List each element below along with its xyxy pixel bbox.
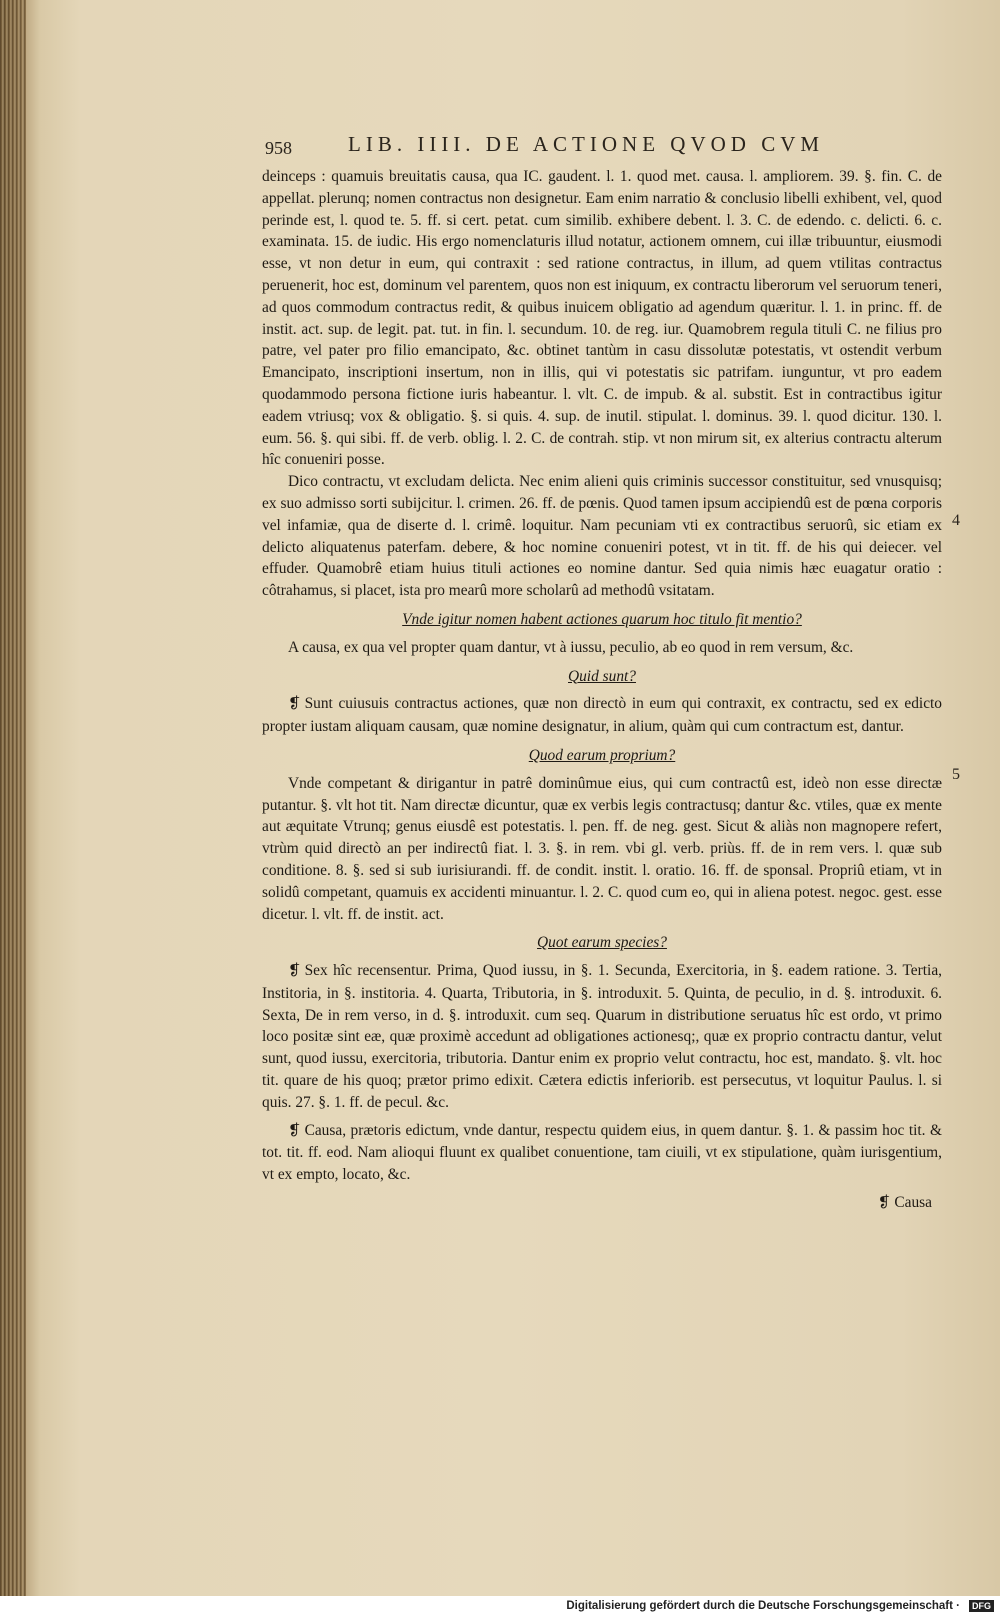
paragraph: Dico contractu, vt excludam delicta. Nec enim alieni quis criminis successor constituitur, sed vnusquisq; ex suo admisso sorti subijcitur. l. crimen. 26. ff. de pœnis. Quod tamen ipsum accipiendû est de pœna corporis vel infamiæ, qua de diserte d. l. crimê. loquitur. Nam pecuniam vti ex contractibus seruorû, sic etiam ex delicto aliquatenus paterfam. debere, & hoc nomine conueniri potest, vt in tit. ff. de his qui deiecer. vel effuder. Quamobrê etiam huius tituli actiones eo nomine dantur. Sed quia nimis hæc euagatur oratio : côtrahamus, si placet, ista pro mearû more scholarû ad methodû vsitatam.: [262, 473, 942, 600]
pilcrow-icon: ❡: [288, 963, 301, 980]
pilcrow-icon: ❡: [877, 1195, 891, 1212]
catchword: ❡ Causa: [877, 1194, 932, 1212]
pilcrow-icon: ❡: [288, 696, 301, 713]
question-heading: Quod earum proprium?: [528, 746, 676, 764]
paragraph: ❡ Sunt cuiusuis contractus actiones, quæ non directò in eum qui contraxit, ex contractu, sed ex edicto propter iustam aliquam causam, quæ nomine designatur, in alium, quàm qui cum contractum est, dantur.: [262, 695, 942, 736]
page-number: 958: [265, 138, 292, 158]
answer-paragraph: A causa, ex qua vel propter quam dantur, vt à iussu, peculio, ab eo quod in rem versum, &c.: [288, 638, 854, 656]
paragraph: ❡ Sex hîc recensentur. Prima, Quod iussu, in §. 1. Secunda, Exercitoria, in §. eadem ratione. 3. Tertia, Institoria, in §. institoria. 4. Quarta, Tributoria, in §. introduxit. 5. Quinta, de peculio, in d. §. introduxit. 6. Sexta, De in rem verso, in d. §. introduxit. cum seq. Quarum in distributione seruatus hîc est ordo, vt primo loco positæ sint eæ, quæ proximè accedunt ad obligationes actionesq;, quæ ex proprio contractu dantur, velut sunt, quod iussu, exercitoria, tributoria. Dantur enim ex proprio velut contractu, hoc est, mandato. §. vlt. hoc tit. quare de his quoq; prætor primo edixit. Cætera edictis inferiorib. est persecutus, vt loquitur Paulus. l. si quis. 27. §. 1. ff. de pecul. &c.: [262, 962, 942, 1111]
footer-credit: Digitalisierung gefördert durch die Deutsche Forschungsgemeinschaft ·: [566, 1600, 960, 1612]
running-title: LIB. IIII. DE ACTIONE QVOD CVM: [348, 132, 825, 156]
paragraph: Vnde competant & dirigantur in patrê dominûmue eius, qui cum contractû est, ideò non esse directæ putantur. §. vlt hot tit. Nam directæ dicuntur, quæ ex verbis legis contractusq; dantur &c. vtiles, quæ ex mente aut æquitate Vtrunq; genus eiusdê est potestatis. l. pen. ff. de neg. gest. Sicut & aliàs non magnopere refert, vtrùm quid directò an per indirectû fiat. l. 3. §. in rem. vbi gl. verb. priùs. ff. de in rem vers. l. quæ sub conditione. 8. §. sed si sub iurisiurandi. ff. de condit. instit. l. oratio. 16. ff. de sponsal. Propriû etiam, vt in solidû competant, quamuis ex accidenti minuantur. l. 2. C. quod cum eo, qui in aliena potest. negoc. gest. esse dicetur. l. vlt. ff. de instit. act.: [262, 774, 942, 923]
pilcrow-icon: ❡: [288, 1122, 301, 1139]
margin-number: 5: [952, 766, 960, 783]
margin-number: 4: [952, 512, 960, 529]
page-body: [262, 166, 942, 1215]
paragraph: deinceps : quamuis breuitatis causa, qua IC. gaudent. l. 1. quod met. causa. l. ampliorem. 39. §. fin. C. de appellat. plerunq; nomen contractus non designetur. Eam enim narratio & conclusio libelli exhibent, vel, quod perinde est, l. quod te. 5. ff. si cert. petat. cum similib. exhibere debent. l. 3. C. de edendo. c. delicti. 6. c. examinata. 15. de iudic. His ergo nomenclaturis illud notatur, actionem omnem, cui illæ tribuuntur, eiusmodi esse, vt non detur in eum, qui contraxit : sed ratione contractus, in illum, ad quem vtilitas contractus peruenerit, hoc est, dominum vel parentem, quos non est iniquum, ex contractu liberorum vel seruorum teneri, ad quos commodum contractus redit, & quibus inuicem obligatio ad agendum quæritur. l. 1. in princ. ff. de instit. act. sup. de legit. pat. tut. in fin. l. secundum. 10. de reg. iur. Quamobrem regula tituli C. ne filius pro patre, vel pater pro filio emancipato, &c. obtinet tantùm in casu dissolutæ potestatis, vt ostendit verbum Emancipato, inscriptioni insertum, non in illis, qui vi potestatis sic patrifam. iunguntur, vt pro eadem quodammodo persona fictione iuris habeantur. l. vlt. C. de impub. & al. substit. Est in contractibus igitur eadem vtriusq; vox & obligatio. §. si quis. 4. sup. de inutil. stipulat. l. dominus. 39. l. quod dicitur. 130. l. eum. 56. §. qui sibi. ff. de verb. oblig. l. 2. C. de contrah. stip. vt non mirum sit, ex alterius contractu alterum hîc conueniri posse.: [262, 168, 942, 469]
paragraph: ❡ Causa, prætoris edictum, vnde dantur, respectu quidem eius, in quem dantur. §. 1. & passim hoc tit. & tot. tit. ff. eod. Nam alioqui fluunt ex qualibet conuentione, tam ciuili, vt ex stipulatione, quàm iurisgentium, vt ex empto, locato, &c.: [262, 1121, 942, 1184]
question-heading: Quid sunt?: [568, 667, 636, 685]
digitization-footer: [0, 1596, 1000, 1617]
question-heading: Vnde igitur nomen habent actiones quarum hoc titulo fit mentio?: [402, 610, 802, 628]
dfg-logo: DFG: [969, 1600, 994, 1612]
page-edge: [0, 0, 26, 1596]
question-heading: Quot earum species?: [537, 934, 667, 952]
